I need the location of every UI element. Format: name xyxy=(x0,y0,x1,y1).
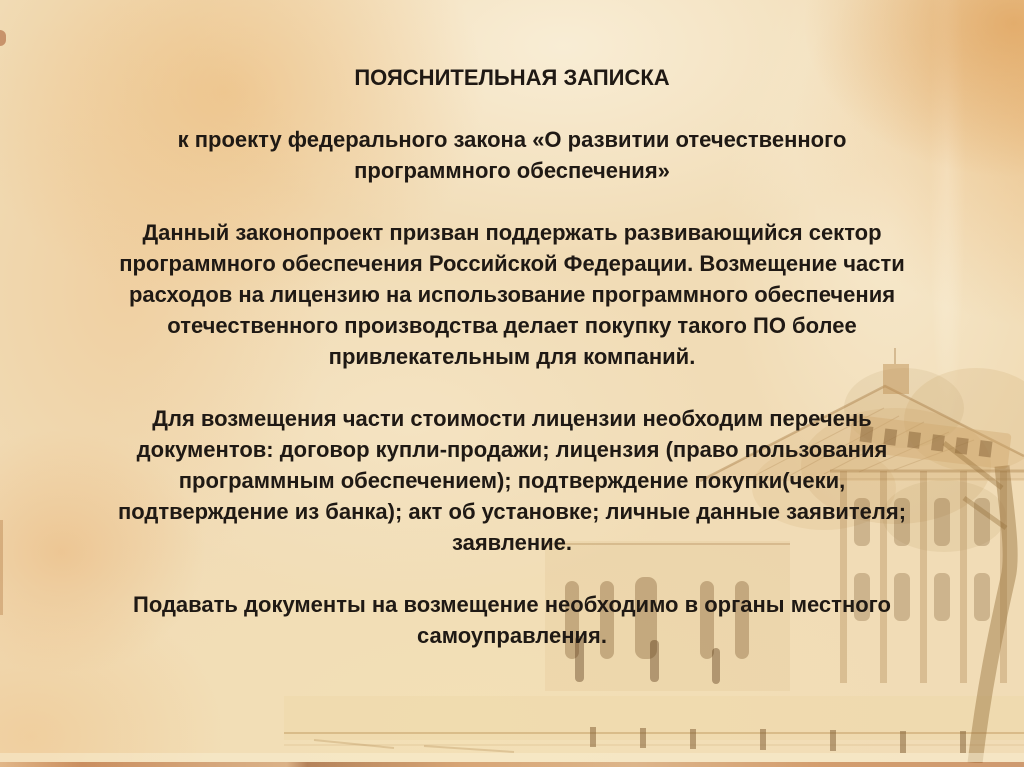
paper-edge-shadow xyxy=(0,520,3,615)
paragraph-1-line: отечественного производства делает покупку такого ПО более xyxy=(167,313,857,338)
paragraph-3-line: самоуправления. xyxy=(417,623,607,648)
paragraph-2-line: программным обеспечением); подтверждение покупки(чеки, xyxy=(178,468,846,493)
torn-paper-edge xyxy=(0,762,1024,767)
paragraph-2-line: заявление. xyxy=(451,530,573,555)
blank-line xyxy=(60,186,964,217)
paragraph-1-line: Данный законопроект призван поддержать развивающийся сектор xyxy=(142,220,882,245)
blank-line xyxy=(60,372,964,403)
blank-line xyxy=(60,558,964,589)
blank-line xyxy=(60,93,964,124)
slide-text-block xyxy=(60,62,964,651)
paragraph-2-line: подтверждение из банка); акт об установке; личные данные заявителя; xyxy=(117,499,907,524)
paragraph-2-line: Для возмещения части стоимости лицензии необходим перечень xyxy=(152,406,872,431)
paper-stain-mark xyxy=(0,30,6,46)
slide-subtitle-line-1: к проекту федерального закона «О развитии отечественного xyxy=(177,127,847,152)
paragraph-2-line: документов: договор купли-продажи; лицензия (право пользования xyxy=(136,437,888,462)
slide-title: ПОЯСНИТЕЛЬНАЯ ЗАПИСКА xyxy=(354,65,670,90)
paragraph-3-line: Подавать документы на возмещение необходимо в органы местного xyxy=(133,592,891,617)
paragraph-1-line: расходов на лицензию на использование программного обеспечения xyxy=(128,282,896,307)
slide-subtitle-line-2: программного обеспечения» xyxy=(354,158,670,183)
paragraph-1-line: привлекательным для компаний. xyxy=(328,344,696,369)
torn-paper-edge-highlight xyxy=(0,753,1024,762)
paragraph-1-line: программного обеспечения Российской Федерации. Возмещение части xyxy=(119,251,905,276)
